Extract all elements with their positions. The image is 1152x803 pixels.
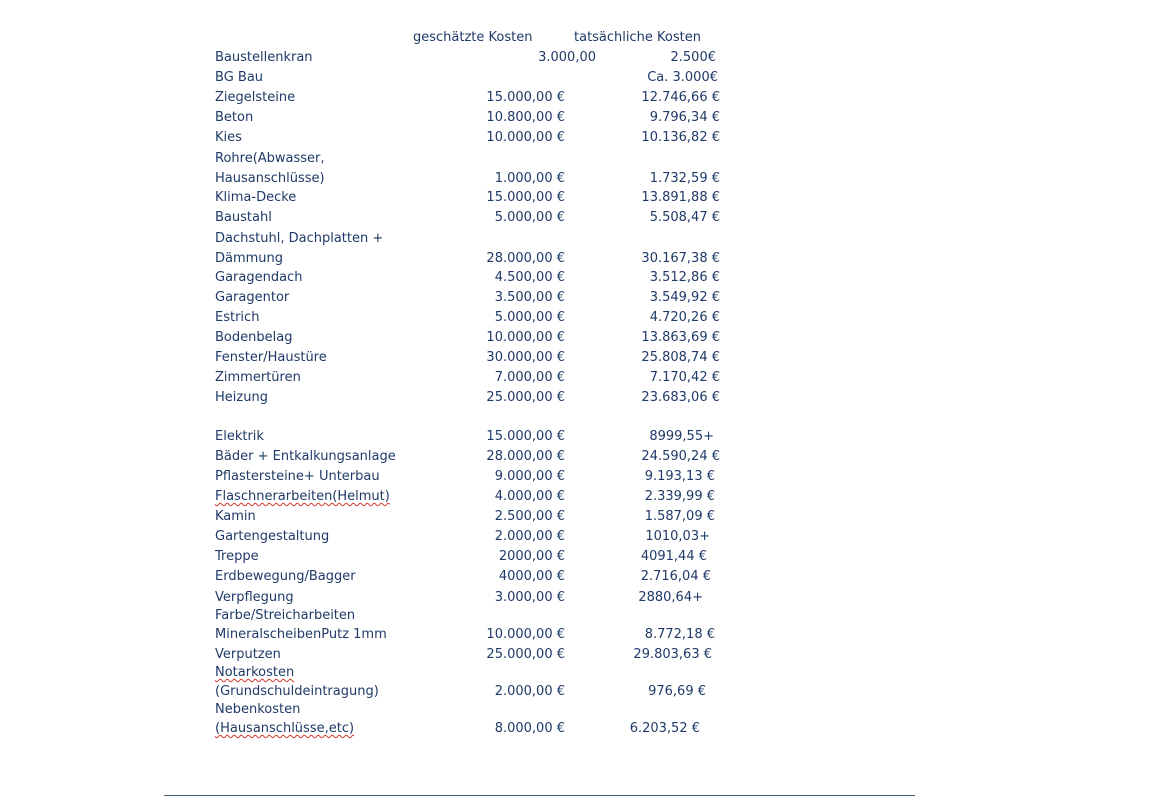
row-label: Treppe xyxy=(215,549,259,564)
row-actual-cost: 2.339,99 € xyxy=(644,489,715,504)
row-actual-cost: 3.549,92 € xyxy=(649,290,720,305)
row-estimated-cost: 5.000,00 € xyxy=(494,310,565,325)
row-label: Baustellenkran xyxy=(215,50,313,65)
row-actual-cost: Ca. 3.000€ xyxy=(647,70,718,85)
row-actual-cost: 25.808,74 € xyxy=(641,350,720,365)
row-actual-cost: 24.590,24 € xyxy=(641,449,720,464)
row-actual-cost: 2880,64+ xyxy=(638,590,703,605)
row-label: Klima-Decke xyxy=(215,190,297,205)
row-actual-cost: 30.167,38 € xyxy=(641,251,720,266)
row-actual-cost: 4.720,26 € xyxy=(649,310,720,325)
row-actual-cost: 23.683,06 € xyxy=(641,390,720,405)
row-actual-cost: 7.170,42 € xyxy=(649,370,720,385)
row-actual-cost: 9.193,13 € xyxy=(644,469,715,484)
row-label: Kies xyxy=(215,130,242,145)
row-estimated-cost: 4.000,00 € xyxy=(494,489,565,504)
row-estimated-cost: 28.000,00 € xyxy=(486,251,565,266)
row-estimated-cost: 25.000,00 € xyxy=(486,647,565,662)
row-actual-cost: 1.587,09 € xyxy=(644,509,715,524)
row-actual-cost: 6.203,52 € xyxy=(629,721,700,736)
header-actual-cost: tatsächliche Kosten xyxy=(574,30,701,45)
row-actual-cost: 8.772,18 € xyxy=(644,627,715,642)
row-actual-cost: 3.512,86 € xyxy=(649,270,720,285)
row-label: Beton xyxy=(215,110,254,125)
row-actual-cost: 9.796,34 € xyxy=(649,110,720,125)
row-label: Bodenbelag xyxy=(215,330,293,345)
row-estimated-cost: 10.000,00 € xyxy=(486,627,565,642)
row-label: Kamin xyxy=(215,509,256,524)
row-label: Baustahl xyxy=(215,210,272,225)
row-label: Nebenkosten xyxy=(215,702,301,717)
row-actual-cost: 1.732,59 € xyxy=(649,171,720,186)
row-label-continued: Dämmung xyxy=(215,251,284,266)
row-estimated-cost: 3.000,00 xyxy=(538,50,596,65)
row-label-continued: Hausanschlüsse) xyxy=(215,171,325,186)
row-actual-cost: 976,69 € xyxy=(648,684,706,699)
row-label: Dachstuhl, Dachplatten + xyxy=(215,231,384,246)
row-label: Verputzen xyxy=(215,647,281,662)
row-actual-cost: 12.746,66 € xyxy=(641,90,720,105)
row-actual-cost: 1010,03+ xyxy=(645,529,710,544)
row-label: Garagendach xyxy=(215,270,303,285)
row-label: BG Bau xyxy=(215,70,264,85)
row-label: Fenster/Haustüre xyxy=(215,350,327,365)
row-label: Garagentor xyxy=(215,290,290,305)
row-label: Estrich xyxy=(215,310,260,325)
row-estimated-cost: 5.000,00 € xyxy=(494,210,565,225)
row-label: Ziegelsteine xyxy=(215,90,296,105)
row-label: Rohre(Abwasser, xyxy=(215,151,325,166)
row-label: Farbe/Streicharbeiten xyxy=(215,608,356,623)
row-estimated-cost: 30.000,00 € xyxy=(486,350,565,365)
row-estimated-cost: 2.000,00 € xyxy=(494,529,565,544)
row-label: Flaschnerarbeiten(Helmut) xyxy=(215,489,390,504)
row-actual-cost: 13.891,88 € xyxy=(641,190,720,205)
row-estimated-cost: 2.500,00 € xyxy=(494,509,565,524)
row-estimated-cost: 8.000,00 € xyxy=(494,721,565,736)
header-estimated-cost: geschätzte Kosten xyxy=(413,30,533,45)
row-estimated-cost: 3.500,00 € xyxy=(494,290,565,305)
row-label-continued: MineralscheibenPutz 1mm xyxy=(215,627,387,642)
row-label: Verpflegung xyxy=(215,590,294,605)
row-actual-cost: 29.803,63 € xyxy=(633,647,712,662)
row-actual-cost: 5.508,47 € xyxy=(649,210,720,225)
row-estimated-cost: 9.000,00 € xyxy=(494,469,565,484)
row-estimated-cost: 2.000,00 € xyxy=(494,684,565,699)
row-estimated-cost: 4.500,00 € xyxy=(494,270,565,285)
row-label: Bäder + Entkalkungsanlage xyxy=(215,449,396,464)
row-label: Heizung xyxy=(215,390,268,405)
row-actual-cost: 13.863,69 € xyxy=(641,330,720,345)
row-label: Erdbewegung/Bagger xyxy=(215,569,356,584)
row-actual-cost: 4091,44 € xyxy=(640,549,707,564)
row-estimated-cost: 15.000,00 € xyxy=(486,190,565,205)
row-estimated-cost: 28.000,00 € xyxy=(486,449,565,464)
row-actual-cost: 10.136,82 € xyxy=(641,130,720,145)
row-actual-cost: 8999,55+ xyxy=(649,429,714,444)
row-label: Zimmertüren xyxy=(215,370,301,385)
row-estimated-cost: 7.000,00 € xyxy=(494,370,565,385)
row-label: Pflastersteine+ Unterbau xyxy=(215,469,380,484)
footer-divider xyxy=(164,795,915,796)
row-label: Notarkosten xyxy=(215,665,295,680)
row-estimated-cost: 10.800,00 € xyxy=(486,110,565,125)
row-label-continued: (Grundschuldeintragung) xyxy=(215,684,379,699)
row-actual-cost: 2.500€ xyxy=(670,50,716,65)
row-estimated-cost: 2000,00 € xyxy=(498,549,565,564)
row-actual-cost: 2.716,04 € xyxy=(640,569,711,584)
row-estimated-cost: 3.000,00 € xyxy=(494,590,565,605)
row-label-continued: (Hausanschlüsse,etc) xyxy=(215,721,355,736)
row-estimated-cost: 1.000,00 € xyxy=(494,171,565,186)
row-label: Elektrik xyxy=(215,429,264,444)
row-label: Gartengestaltung xyxy=(215,529,330,544)
row-estimated-cost: 25.000,00 € xyxy=(486,390,565,405)
row-estimated-cost: 10.000,00 € xyxy=(486,130,565,145)
row-estimated-cost: 15.000,00 € xyxy=(486,90,565,105)
row-estimated-cost: 15.000,00 € xyxy=(486,429,565,444)
row-estimated-cost: 4000,00 € xyxy=(498,569,565,584)
row-estimated-cost: 10.000,00 € xyxy=(486,330,565,345)
